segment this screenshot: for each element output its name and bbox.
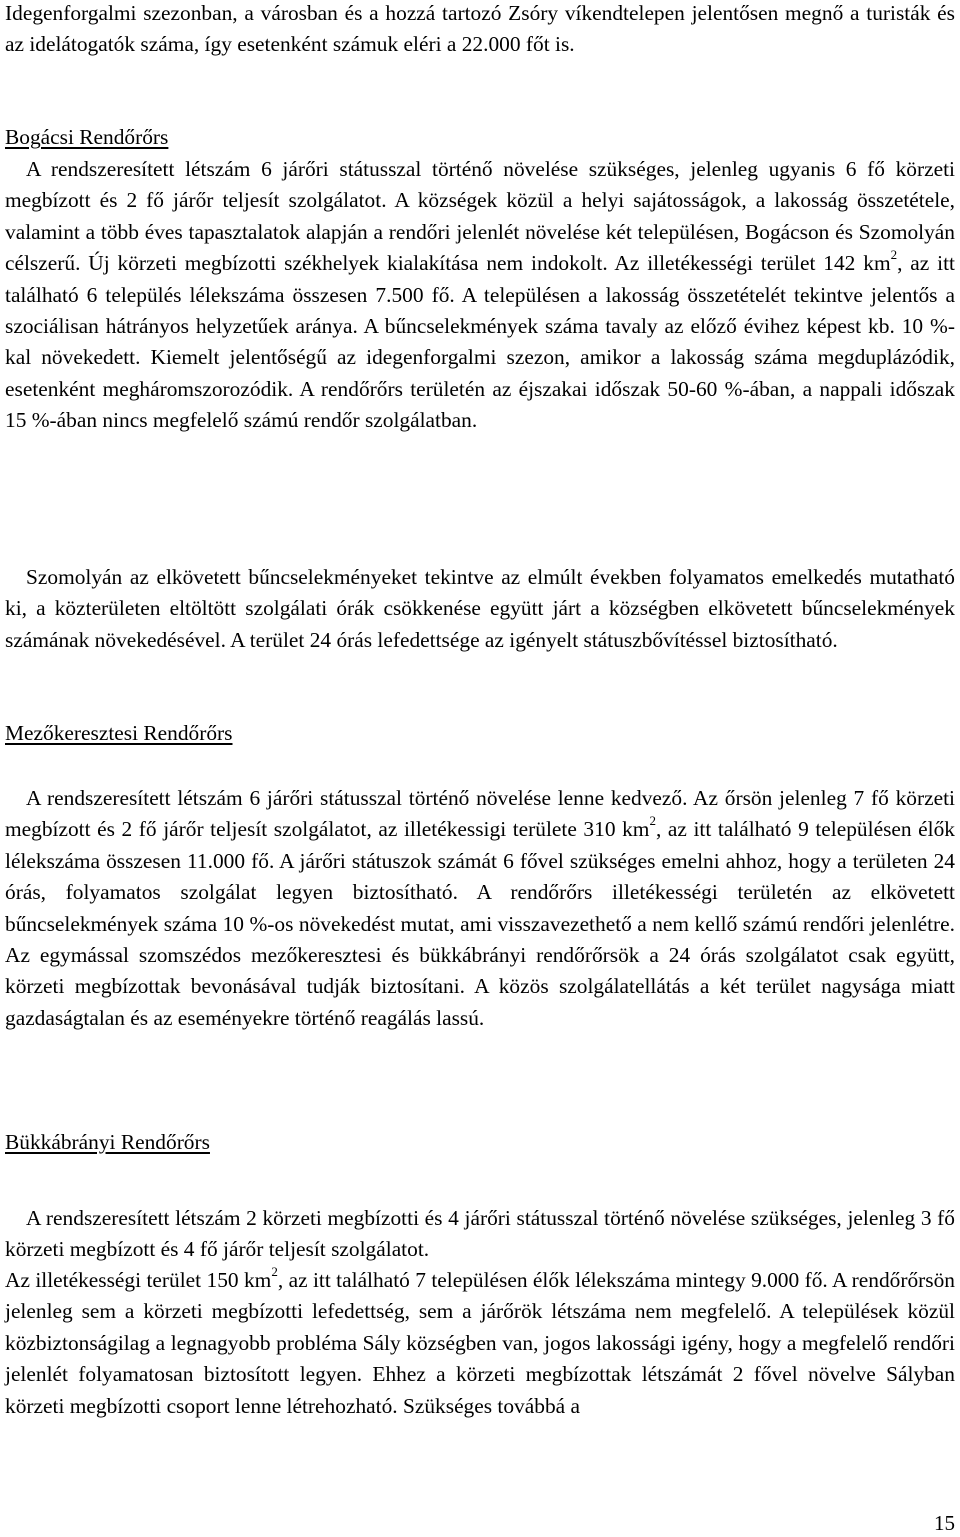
mezokeresztes-paragraph xyxy=(5,783,955,1034)
heading-bogacs: Bogácsi Rendőrőrs xyxy=(5,125,169,149)
mezokeresztes-p1-superscript: 2 xyxy=(649,813,656,829)
bogacs-p1-text: A rendszeresített létszám 6 járőri státusszal történő növelése szükséges, jelenleg ugyanis 6 fő körzeti megbízott és 2 fő járőr teljesít szolgálatot. A községek közül a helyi sajátosságok, a lakosság összetétele, valamint a több éves tapasztalatok alapján a rendőri jelenlét növelése két településen, Bogácson és Szomolyán célszerű. Új körzeti megbízotti székhelyek kialakítása nem indokolt. Az illetékességi terület 142 km xyxy=(5,157,955,276)
bukkabrany-paragraph-1: A rendszeresített létszám 2 körzeti megbízotti és 4 járőri státusszal történő növelése szükséges, jelenleg 3 fő körzeti megbízott és 4 fő járőr teljesít szolgálatot. xyxy=(5,1206,955,1262)
intro-paragraph: Idegenforgalmi szezonban, a városban és a hozzá tartozó Zsóry víkendtelepen jelentősen megnő a turisták és az idelátogatók száma, így esetenként számuk eléri a 22.000 főt is. xyxy=(5,1,955,57)
bogacs-paragraph-1 xyxy=(5,154,955,437)
bukkabrany-p2-text: Az illetékességi terület 150 km xyxy=(5,1268,272,1292)
bukkabrany-paragraph-2 xyxy=(5,1265,955,1422)
page-number: 15 xyxy=(934,1511,955,1535)
bogacs-p1-superscript: 2 xyxy=(890,247,898,263)
bukkabrany-p2-rest: , az itt található 7 településen élők lélekszáma mintegy 9.000 fő. A rendőrőrsön jelenleg sem a körzeti megbízotti lefedettség, sem a járőrök létszáma nem megfelelő. A települések közül közbiztonságilag a legnagyobb probléma Sály községben van, jogos lakossági igény, hogy a megfelelő rendőri jelenlét folyamatosan biztosított legyen. Ehhez a körzeti megbízottak létszámát 2 fővel növelve Sályban körzeti megbízotti csoport lenne létrehozható. Szükséges továbbá a xyxy=(5,1268,955,1418)
bukkabrany-p2-superscript: 2 xyxy=(271,1263,278,1279)
bogacs-paragraph-2: Szomolyán az elkövetett bűncselekményeket tekintve az elmúlt években folyamatos emelkedés mutatható ki, a közterületen eltöltött szolgálati órák csökkenése együtt járt a községben elkövetett bűncselekmények számának növekedésével. A terület 24 órás lefedettsége az igényelt státuszbővítéssel biztosítható. xyxy=(5,565,955,652)
heading-bukkabrany: Bükkábrányi Rendőrőrs xyxy=(5,1130,210,1154)
bogacs-p1-rest: , az itt található 6 település lélekszáma összesen 7.500 fő. A településen a lakosság összetételét tekintve jelentős a szociálisan hátrányos helyzetűek aránya. A bűncselekmények száma tavaly az előző évihez képest kb. 10 %-kal növekedett. Kiemelt jelentőségű az idegenforgalmi szezon, amikor a lakosság száma megduplázódik, esetenként megháromszorozódik. A rendőrőrs területén az éjszakai időszak 50-60 %-ában, a nappali időszak 15 %-ában nincs megfelelő számú rendőr szolgálatban. xyxy=(5,251,955,433)
mezokeresztes-p1-rest: , az itt található 9 településen élők lélekszáma összesen 11.000 fő. A járőri státuszok számát 6 fővel szükséges emelni ahhoz, hogy a területen 24 órás, folyamatos szolgálat legyen biztosítható. A rendőrőrs illetékességi területén az elkövetett bűncselekmények száma 10 %-os növekedést mutat, ami visszavezethető a nem kellő számú rendőri jelenlétre. Az egymással szomszédos mezőkeresztesi és bükkábrányi rendőrőrsök a 24 órás szolgálatot csak együtt, körzeti megbízottak bevonásával tudják biztosítani. A közös szolgálatellátás a két terület nagysága miatt gazdaságtalan és az eseményekre történő reagálás lassú. xyxy=(5,817,955,1030)
mezokeresztes-p1-text: A rendszeresített létszám 6 járőri státusszal történő növelése lenne kedvező. Az őrsön jelenleg 7 fő körzeti megbízott és 2 fő járőr teljesít szolgálatot, az illetékessigi területe 310 km xyxy=(5,786,955,842)
heading-mezokeresztes: Mezőkeresztesi Rendőrőrs xyxy=(5,721,233,745)
